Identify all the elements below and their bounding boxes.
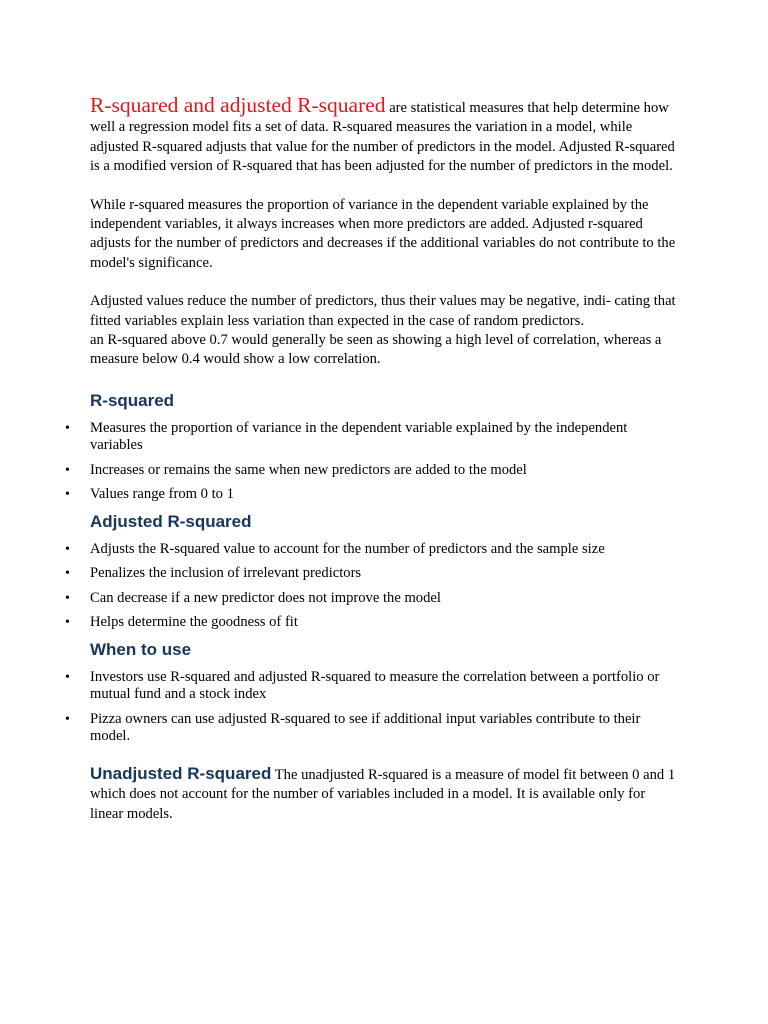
intro-paragraph [90, 94, 680, 176]
adjusted-rsquared-list [90, 541, 680, 632]
document-page [90, 94, 680, 844]
list-item: • Pizza owners can use adjusted R-squared to see if additional input variables contribute to their model. [90, 711, 680, 746]
heading-rsquared: R-squared [90, 390, 175, 410]
list-item: • Can decrease if a new predictor does not improve the model [90, 590, 680, 608]
paragraph-rsquared-vs-adjusted: While r-squared measures the proportion of variance in the dependent variable explained by the independent variables, it always increases when more predictors are added. Adjusted r-squared adjusts for the number of predictors and decreases if the additional variables do not contribute to the model's significance. [90, 196, 676, 271]
list-item: • Values range from 0 to 1 [90, 486, 680, 504]
heading-unadjusted-rsquared: Unadjusted R-squared [90, 763, 272, 783]
intro-title: R-squared and adjusted R-squared [90, 93, 386, 117]
paragraph-adjusted-values [90, 292, 680, 369]
list-item: • Measures the proportion of variance in the dependent variable explained by the independent variables [90, 420, 680, 455]
paragraph-adjusted-values-line1: Adjusted values reduce the number of predictors, thus their values may be negative, indi- cating that fitted variables explain less variation than expected in the case of random predictors. [90, 293, 676, 329]
list-item: • Adjusts the R-squared value to account for the number of predictors and the sample size [90, 541, 680, 559]
heading-adjusted-rsquared: Adjusted R-squared [90, 511, 252, 531]
when-to-use-list [90, 669, 680, 746]
list-item: • Investors use R-squared and adjusted R-squared to measure the correlation between a portfolio or mutual fund and a stock index [90, 669, 680, 704]
intro-text: are statistical measures that help determine how well a regression model fits a set of data. R-squared measures the variation in a model, while adjusted R-squared adjusts that value for the number of predictors in the model. Adjusted R-squared is a modified version of R-squared that has been adjusted for the number of predictors in the model. [90, 100, 675, 174]
list-item: • Helps determine the goodness of fit [90, 614, 680, 632]
list-item: • Increases or remains the same when new predictors are added to the model [90, 462, 680, 480]
list-item: • Penalizes the inclusion of irrelevant predictors [90, 565, 680, 583]
paragraph-adjusted-values-line2: an R-squared above 0.7 would generally be seen as showing a high level of correlation, whereas a measure below 0.4 would show a low correlation. [90, 331, 662, 368]
unadjusted-paragraph [90, 764, 680, 825]
rsquared-list [90, 420, 680, 504]
unadjusted-text: The unadjusted R-squared is a measure of model fit between 0 and 1 which does not account for the number of variables included in a model. It is available only for linear models. [90, 766, 676, 823]
heading-when-to-use: When to use [90, 639, 192, 659]
